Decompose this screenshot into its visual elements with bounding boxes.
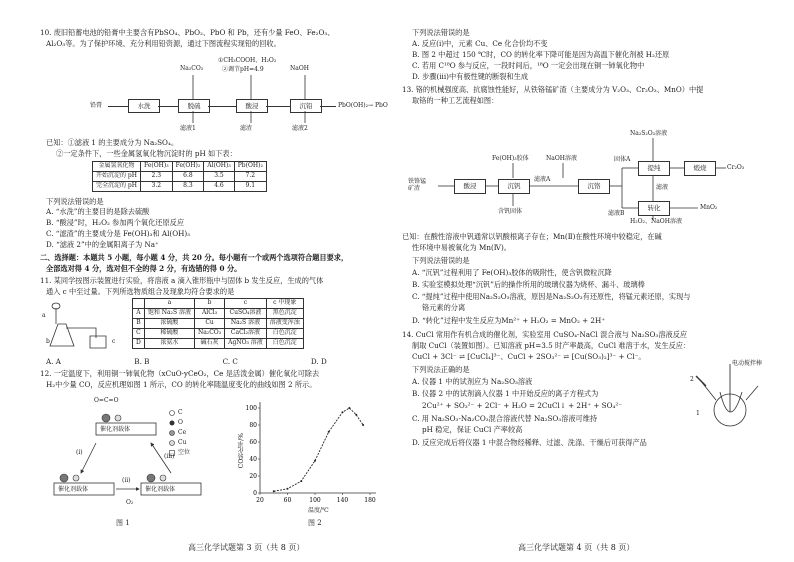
waste-2: 滤渣 xyxy=(240,125,253,132)
flow-connectors xyxy=(90,55,400,135)
product-cr2o3: Cr₂O₃ xyxy=(727,164,745,171)
reagent-acid-b: ②调节pH=4.9 xyxy=(222,66,264,73)
flow-step-desulfur: 脱硫 xyxy=(178,99,210,113)
q13-option-a: A. “沉钒”过程利用了 Fe(OH)₃胶体的吸附性，使含钒微粒沉降 xyxy=(412,268,612,277)
td: 稀硫酸 xyxy=(144,329,194,339)
figure2-caption: 图 2 xyxy=(308,519,322,527)
q13-known2: 性环境中易被氧化为 Mn(Ⅳ)。 xyxy=(412,243,511,252)
th xyxy=(133,299,145,309)
y-tick-label: 20 xyxy=(249,473,257,480)
q12-option-d: D. 步骤(iii)中有极性键的断裂和生成 xyxy=(412,72,529,81)
q10-option-b: B. “酸浸”时，H₂O₂ 参加两个氧化还原反应 xyxy=(46,218,185,227)
q11-options xyxy=(46,357,421,367)
mid-solid-a: 固体A xyxy=(614,156,631,163)
td: 6.8 xyxy=(172,172,204,182)
left-page xyxy=(40,0,415,562)
data-point xyxy=(348,407,350,409)
th: Al(OH)₃ xyxy=(204,162,235,172)
data-point xyxy=(314,460,316,462)
data-point xyxy=(342,411,344,413)
td: 浓硫酸 xyxy=(144,319,194,329)
td: 7.2 xyxy=(234,172,266,182)
q14-line3: CuCl + 3Cl⁻ ⇌ [CuCl₄]³⁻、CuCl + 2SO₃²⁻ ⇌ [Cu(SO₃)₂]³⁻ + Cl⁻。 xyxy=(412,352,646,361)
legend-cu: Cu xyxy=(178,439,187,446)
td: 碱石灰 xyxy=(194,339,224,349)
q10-flow-diagram xyxy=(90,55,400,135)
q13-ask: 下列说法错误的是 xyxy=(412,256,470,265)
product-mno2: MnO₂ xyxy=(700,204,718,211)
th: Fe(OH)₃ xyxy=(140,162,172,172)
td: 3.2 xyxy=(140,182,172,192)
y-tick-label: 100 xyxy=(245,405,257,412)
ore-input: 铁铬锰 矿渣 xyxy=(408,178,427,193)
data-point xyxy=(362,424,364,426)
q10-option-a: A. “水洗”的主要目的是除去硫酸 xyxy=(46,207,150,216)
td: CuSO₄溶液 xyxy=(225,309,267,319)
reagent-na2co3: Na₂CO₃ xyxy=(180,65,204,72)
footer-page4: 高三化学试题第 4 页（共 8 页） xyxy=(518,543,635,552)
chart-ylabel: CO转化率/% xyxy=(238,433,245,469)
td: B xyxy=(133,319,145,329)
q14-option-b1: B. 仪器 2 中的试剂滴入仪器 1 中开始反应的离子方程式为 xyxy=(412,389,599,398)
step-purify: 提纯 xyxy=(638,161,670,176)
gas-o2: O₂ xyxy=(126,499,134,506)
waste-1: 滤液1 xyxy=(180,125,196,132)
y-tick-label: 40 xyxy=(249,456,257,463)
x-tick-label: 180 xyxy=(364,497,376,504)
flow-end: PbO(OH)₂→ PbO xyxy=(338,102,388,109)
q13-option-b: B. 实验室模拟处理“沉钒”后的操作所用的玻璃仪器为烧杯、漏斗、玻璃棒 xyxy=(412,280,645,289)
q13-option-c2: 铬元素的分离 xyxy=(422,303,466,312)
td: 2.3 xyxy=(140,172,172,182)
reagent-feoh3: Fe(OH)₃胶体 xyxy=(492,155,529,162)
y-tick-label: 0 xyxy=(253,490,257,497)
q13-option-d: D. “转化”过程中发生反应为Mn²⁺ + H₂O₂ = MnO₂ + 2H⁺ xyxy=(412,316,606,325)
x-tick-label: 20 xyxy=(256,497,264,504)
th: Fe(OH)₂ xyxy=(172,162,204,172)
q11-option-d: D. D xyxy=(310,357,327,366)
td: Na₂S 溶液 xyxy=(225,319,267,329)
catalyst-support-right: 催化剂载体 xyxy=(145,486,176,493)
stirrer-label: 电动搅拌棒 xyxy=(732,360,763,367)
td: 9.1 xyxy=(234,182,266,192)
chart-xlabel: 温度/℃ xyxy=(308,507,329,514)
td: 饱和 Na₂S 溶液 xyxy=(144,309,194,319)
legend-ce: Ce xyxy=(178,429,187,436)
flow-step-precipitate: 沉铅 xyxy=(290,99,322,113)
th: c 中现象 xyxy=(266,299,303,309)
q12-ask: 下列说法错误的是 xyxy=(412,28,470,37)
catalyst-support-left: 催化剂载体 xyxy=(58,486,89,493)
apparatus-label-2: 2 xyxy=(690,376,694,383)
step-calcine: 煅烧 xyxy=(684,161,716,176)
q13-flow-diagram xyxy=(408,108,748,226)
reagent-naoh: NaOH溶液 xyxy=(546,155,577,162)
label-b: b xyxy=(46,338,50,345)
td: AgNO₃ 溶液 xyxy=(225,339,267,349)
waste-vanadium-solid: 含钒固体 xyxy=(498,208,523,215)
step-ii: (ii) xyxy=(122,477,131,484)
q10-ask: 下列说法错误的是 xyxy=(46,197,104,206)
q14-option-b2: 2Cu²⁺ + SO₃²⁻ + 2Cl⁻ + H₂O = 2CuCl↓ + 2H⁺ + SO₄²⁻ xyxy=(422,401,623,410)
waste-3: 滤液2 xyxy=(292,125,308,132)
q12-figure1 xyxy=(46,393,216,533)
q13-known1: 已知：在酸性溶液中钒通常以钒酸根离子存在；Mn(Ⅱ)在酸性环境中较稳定，在碱 xyxy=(402,232,662,241)
q12-option-c: C. 若用 C¹⁸O 参与反应，一段时间后，¹⁸O 一定会出现在铜一铈氧化物中 xyxy=(412,61,645,70)
q12-line2: H₂中少量 CO，反应机理如图 1 所示，CO 的转化率随温度变化的曲线如图 2 所示。 xyxy=(46,380,317,389)
reagent-na2s2o3: Na₂S₂O₃溶液 xyxy=(630,130,668,137)
data-point xyxy=(287,488,289,490)
q14-option-c1: C. 用 Na₂SO₃-Na₂CO₃混合溶液代替 Na₂SO₃溶液可维持 xyxy=(412,414,598,423)
step-i: (i) xyxy=(76,449,83,456)
q11-option-a: A. A xyxy=(46,357,61,366)
mid-filtrate-b: 滤液B xyxy=(608,210,625,217)
td: 4.6 xyxy=(204,182,235,192)
q14-option-c2: pH 稳定，保证 CuCl 产率较高 xyxy=(422,425,523,434)
q11-option-c: C. C xyxy=(222,357,238,366)
gas-co2: O=C=O xyxy=(94,397,119,404)
q11-line1: 11. 某同学按图示装置进行实验，将溶液 a 滴入锥形瓶中与固体 b 发生反应，生成的气体 xyxy=(40,276,324,285)
q14-apparatus xyxy=(660,362,770,432)
q10-option-d: D. “滤液 2”中的金属阳离子为 Na⁺ xyxy=(46,240,159,249)
td: 白色沉淀 xyxy=(266,339,303,349)
co-conversion-curve xyxy=(274,408,363,491)
td: 开始沉淀的 pH xyxy=(93,172,141,182)
td: AlCl₃ xyxy=(194,309,224,319)
reagent-acid-a: ①CH₃COOH、H₂O₂ xyxy=(218,57,277,64)
td: 浓氨水 xyxy=(144,339,194,349)
x-tick-label: 100 xyxy=(309,497,321,504)
td: 白色沉淀 xyxy=(266,329,303,339)
q11-line2: 通入 c 中至过量。下列所选物质组合及现象均符合要求的是 xyxy=(46,287,235,296)
q13-line2: 取铬的一种工艺流程如图： xyxy=(412,96,499,105)
q10-option-c: C. “滤渣”的主要成分是 Fe(OH)₃和 Al(OH)₃ xyxy=(46,229,191,238)
q12-option-b: B. 图 2 中超过 150 ℃时，CO 的转化率下降可能是因为高温下催化剂被 H₂还原 xyxy=(412,50,670,59)
co-conversion-chart xyxy=(240,393,390,513)
th: a xyxy=(144,299,194,309)
th: 金属氢氧化物 xyxy=(93,162,141,172)
mid-filtrate-a: 滤液A xyxy=(534,176,551,183)
legend-c: C xyxy=(178,409,183,416)
figure1-caption: 图 1 xyxy=(116,519,130,527)
step-chromium-precip: 沉铬 xyxy=(578,179,610,194)
td: A xyxy=(133,309,145,319)
flow-step-wash: 水洗 xyxy=(128,99,160,113)
td: 8.3 xyxy=(172,182,204,192)
y-tick-label: 80 xyxy=(249,422,257,429)
q14-line1: 14. CuCl 常用作有机合成的催化剂，实验室用 CuSO₄-NaCl 混合液与 Na₂SO₃溶液反应 xyxy=(402,330,688,339)
td: 完全沉淀的 pH xyxy=(93,182,141,192)
q13-line1: 13. 铬的机械强度高、抗腐蚀性能好，从铁铬锰矿渣（主要成分为 V₂O₃、Cr₂O₃、MnO）中提 xyxy=(402,85,704,94)
label-c: c xyxy=(112,338,116,345)
catalyst-support-top: 催化剂载体 xyxy=(100,426,131,433)
td: Cu xyxy=(194,319,224,329)
q11-table xyxy=(132,298,304,349)
section2-line1: 二、选择题：本题共 5 小题，每小题 4 分，共 20 分。每小题有一个或两个选项符合题目要求， xyxy=(40,253,349,262)
reagent-h2o2-naoh: H₂O₂、NaOH溶液 xyxy=(630,218,682,225)
footer-page3: 高三化学试题第 3 页（共 8 页） xyxy=(188,543,305,552)
legend-o: O xyxy=(178,419,183,426)
step-iii: (iii) xyxy=(164,453,175,460)
x-tick-label: 140 xyxy=(336,497,349,504)
mid-filtrate: 滤液 xyxy=(656,184,669,191)
th: c xyxy=(225,299,267,309)
flow-start: 铅膏 xyxy=(90,102,103,109)
step-acid-leach: 酸浸 xyxy=(454,179,486,194)
q10-known2: ②一定条件下，一些金属氢氧化物沉淀时的 pH 如下表： xyxy=(56,149,237,158)
th: Pb(OH)₂ xyxy=(234,162,266,172)
td: D xyxy=(133,339,145,349)
th: b xyxy=(194,299,224,309)
td: CaCl₂溶液 xyxy=(225,329,267,339)
step-convert: 转化 xyxy=(638,201,670,216)
q12-line1: 12. 一定温度下，利用铜一铈氧化物（xCuO·yCeO₂，Ce 是活泼金属）催化氧化可除去 xyxy=(40,369,320,378)
reagent-naoh: NaOH xyxy=(290,65,309,72)
data-point xyxy=(328,431,330,433)
q14-option-a: A. 仪器 1 中的试剂应为 Na₂SO₃溶液 xyxy=(412,377,533,386)
right-page xyxy=(398,0,773,562)
step-vanadium-precip: 沉钒 xyxy=(498,179,530,194)
y-tick-label: 60 xyxy=(249,439,257,446)
q14-option-d: D. 反应完成后将仪器 1 中混合物经稀释、过滤、洗涤、干燥后可获得产品 xyxy=(412,438,647,447)
td: C xyxy=(133,329,145,339)
q10-line1: 10. 废旧铅蓄电池的铅膏中主要含有PbSO₄、PbO₂、PbO 和 Pb，还有少量 FeO、Fe₂O₃、 xyxy=(40,28,335,37)
td: Na₂CO₃ xyxy=(194,329,224,339)
legend-vacancy: 空位 xyxy=(178,449,191,456)
flask-svg xyxy=(660,362,770,432)
q13-option-c1: C. “提纯”过程中使用Na₂S₂O₃溶液，原因是Na₂S₂O₃有还原性，将锰元素还原，实现与 xyxy=(412,292,691,301)
data-point xyxy=(300,480,302,482)
x-tick-label: 60 xyxy=(283,497,292,504)
td: 溶液变浑浊 xyxy=(266,319,303,329)
td: 黑色沉淀 xyxy=(266,309,303,319)
q14-line2: 制取 CuCl（装置如图）。已知溶液 pH=3.5 时产率最高，CuCl 难溶于水，发生反应： xyxy=(412,341,691,350)
flow-step-acid-leach: 酸浸 xyxy=(236,99,268,113)
apparatus-label-1: 1 xyxy=(696,410,700,417)
q12-figure2 xyxy=(240,393,390,533)
td: 3.5 xyxy=(204,172,235,182)
label-a: a xyxy=(42,312,46,319)
q10-ph-table xyxy=(92,161,267,192)
q12-option-a: A. 反应(i)中，元素 Cu、Ce 化合价均不变 xyxy=(412,39,548,48)
data-point xyxy=(355,414,357,416)
q10-line2: Al₂O₃等。为了保护环境、充分利用铅资源，通过下图流程实现铅的回收。 xyxy=(46,39,281,48)
q11-option-b: B. B xyxy=(134,357,150,366)
data-point xyxy=(273,490,275,492)
q10-known1: 已知：①滤液 1 的主要成分为 Na₂SO₄。 xyxy=(46,138,179,147)
q14-ask: 下列说法正确的是 xyxy=(412,365,470,374)
section2-line2: 全部选对得 4 分，选对但不全的得 2 分，有选错的得 0 分。 xyxy=(46,264,242,273)
